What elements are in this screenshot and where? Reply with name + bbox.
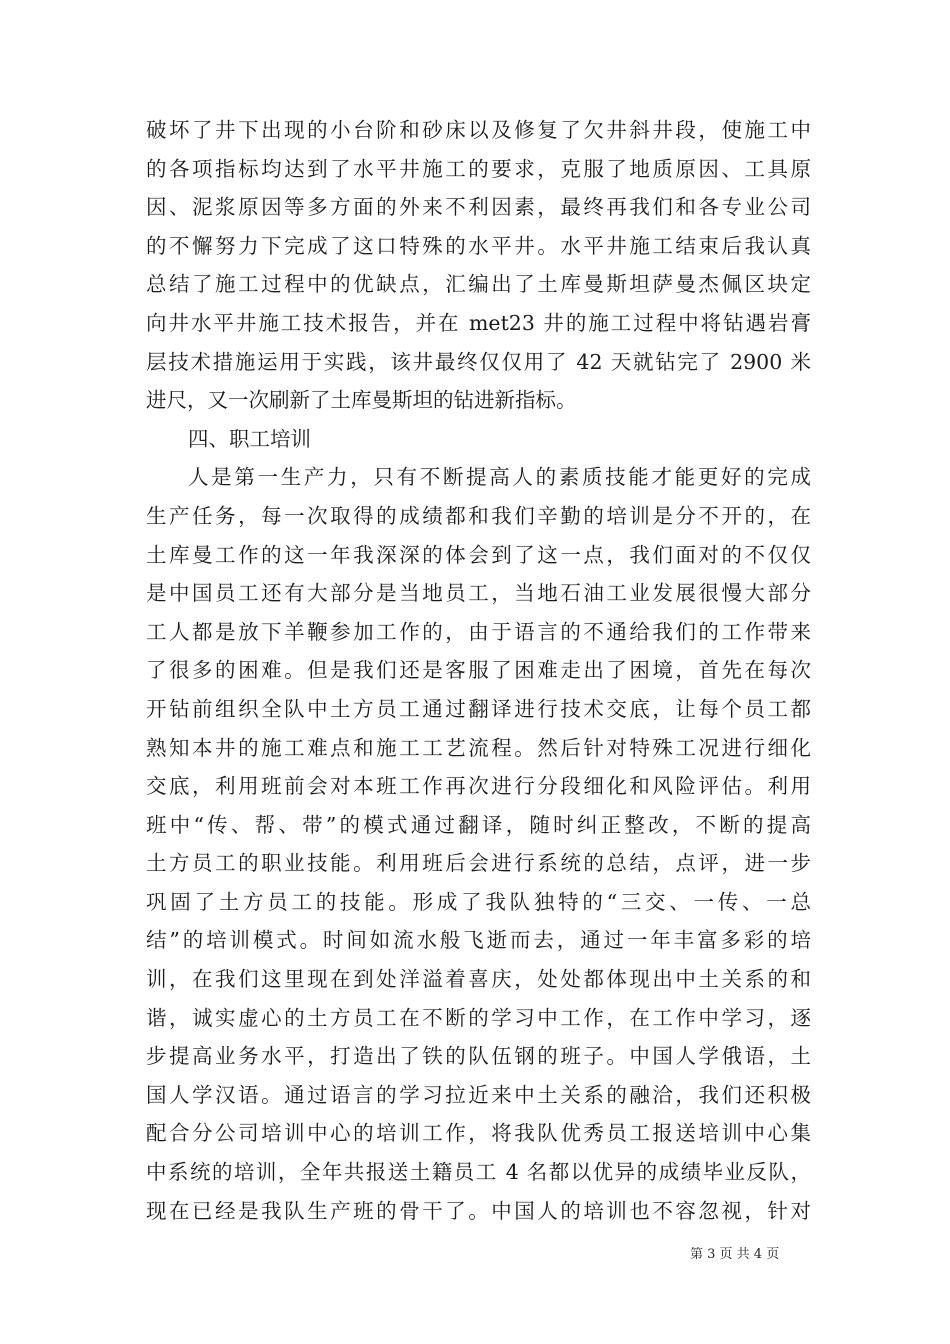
page-number-footer: 第 3 页 共 4 页 bbox=[690, 1247, 780, 1262]
text-line: 生产任务，每一次取得的成绩都和我们辛勤的培训是分不开的，在 bbox=[146, 503, 811, 528]
text-line: 交底，利用班前会对本班工作再次进行分段细化和风险评估。利用 bbox=[146, 774, 811, 799]
text-line: 熟知本井的施工难点和施工工艺流程。然后针对特殊工况进行细化 bbox=[146, 735, 811, 760]
text-line: 结”的培训模式。时间如流水般飞逝而去，通过一年丰富多彩的培 bbox=[146, 928, 811, 953]
section-heading: 四、职工培训 bbox=[188, 426, 311, 451]
text-line: 破坏了井下出现的小台阶和砂床以及修复了欠井斜井段，使施工中 bbox=[146, 118, 811, 142]
text-line: 是中国员工还有大部分是当地员工，当地石油工业发展很慢大部分 bbox=[146, 581, 811, 606]
text-line: 的不懈努力下完成了这口特殊的水平井。水平井施工结束后我认真 bbox=[146, 233, 811, 258]
text-line: 了很多的困难。但是我们还是客服了困难走出了困境，首先在每次 bbox=[146, 658, 811, 683]
text-line: 步提高业务水平，打造出了铁的队伍钢的班子。中国人学俄语，土 bbox=[146, 1044, 811, 1069]
text-line: 土库曼工作的这一年我深深的体会到了这一点，我们面对的不仅仅 bbox=[146, 542, 811, 567]
text-line: 配合分公司培训中心的培训工作，将我队优秀员工报送培训中心集 bbox=[146, 1121, 811, 1146]
text-line: 的各项指标均达到了水平井施工的要求，克服了地质原因、工具原 bbox=[146, 156, 811, 181]
text-line: 进尺，又一次刷新了土库曼斯坦的钻进新指标。 bbox=[146, 388, 577, 413]
text-line: 中系统的培训，全年共报送土籍员工 4 名都以优异的成绩毕业反队， bbox=[146, 1160, 811, 1185]
body-text bbox=[146, 111, 811, 1230]
text-line: 巩固了土方员工的技能。形成了我队独特的“三交、一传、一总 bbox=[146, 889, 811, 914]
text-line: 训，在我们这里现在到处洋溢着喜庆，处处都体现出中土关系的和 bbox=[146, 967, 811, 992]
text-line: 土方员工的职业技能。利用班后会进行系统的总结，点评，进一步 bbox=[146, 851, 811, 876]
text-line: 层技术措施运用于实践，该井最终仅仅用了 42 天就钻完了 2900 米 bbox=[146, 349, 811, 374]
text-line: 国人学汉语。通过语言的学习拉近来中土关系的融洽，我们还积极 bbox=[146, 1082, 811, 1107]
text-line: 工人都是放下羊鞭参加工作的，由于语言的不通给我们的工作带来 bbox=[146, 619, 811, 644]
text-line: 向井水平井施工技术报告，并在 met23 井的施工过程中将钻遇岩膏 bbox=[146, 310, 811, 335]
text-line: 班中“传、帮、带”的模式通过翻译，随时纠正整改，不断的提高 bbox=[146, 812, 811, 837]
text-line: 总结了施工过程中的优缺点，汇编出了土库曼斯坦萨曼杰佩区块定 bbox=[146, 272, 811, 297]
text-line: 人是第一生产力，只有不断提高人的素质技能才能更好的完成 bbox=[188, 465, 811, 490]
text-line: 现在已经是我队生产班的骨干了。中国人的培训也不容忽视，针对 bbox=[146, 1198, 811, 1223]
text-line: 因、泥浆原因等多方面的外来不利因素，最终再我们和各专业公司 bbox=[146, 195, 811, 220]
text-line: 谐，诚实虚心的土方员工在不断的学习中工作，在工作中学习，逐 bbox=[146, 1005, 811, 1030]
text-line: 开钻前组织全队中土方员工通过翻译进行技术交底，让每个员工都 bbox=[146, 696, 811, 721]
